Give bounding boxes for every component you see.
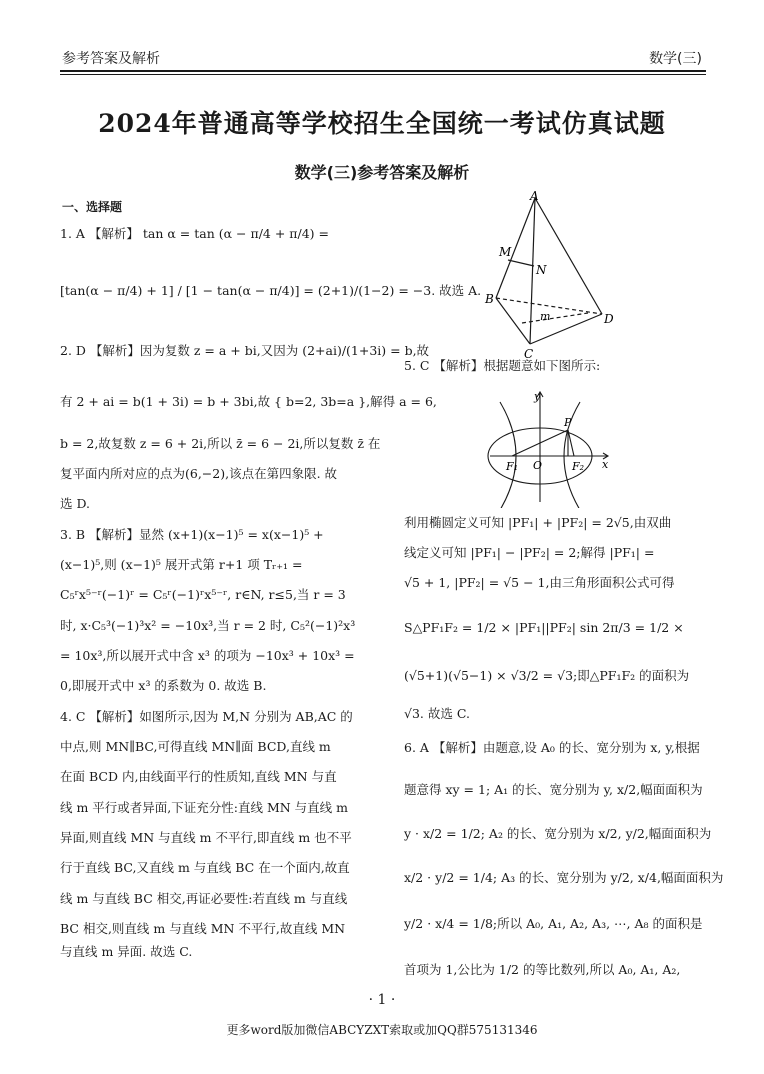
footer-note: 更多word版加微信ABCYZXT索取或加QQ群575131346	[226, 1023, 538, 1037]
left-line: 线 m 与直线 BC 相交,再证必要性:若直线 m 与直线	[60, 891, 348, 906]
right-line: 6. A 【解析】由题意,设 A₀ 的长、宽分别为 x, y,根据	[404, 740, 700, 755]
left-line: 在面 BCD 内,由线面平行的性质知,直线 MN 与直	[60, 769, 337, 784]
point-label-p: P	[564, 416, 572, 429]
left-line: (x−1)⁵,则 (x−1)⁵ 展开式第 r+1 项 Tᵣ₊₁ =	[60, 557, 303, 572]
left-line: 4. C 【解析】如图所示,因为 M,N 分别为 AB,AC 的	[60, 709, 353, 724]
left-line: 有 2 + ai = b(1 + 3i) = b + 3bi,故 { b=2, 3b=a },解得 a = 6,	[60, 394, 437, 409]
left-line: 2. D 【解析】因为复数 z = a + bi,又因为 (2+ai)/(1+3i) = b,故	[60, 343, 430, 358]
left-line: 复平面内所对应的点为(6,−2),该点在第四象限. 故	[60, 466, 338, 481]
left-line: 选 D.	[60, 496, 91, 511]
left-line: C₅ʳx⁵⁻ʳ(−1)ʳ = C₅ʳ(−1)ʳx⁵⁻ʳ, r∈N, r≤5,当 r = 3	[60, 587, 346, 602]
header-rule-thick	[60, 70, 706, 72]
right-line: 5. C 【解析】根据题意如下图所示:	[404, 358, 601, 373]
left-line: 线 m 平行或者异面,下证充分性:直线 MN 与直线 m	[60, 800, 348, 815]
right-line: y · x/2 = 1/2; A₂ 的长、宽分别为 x/2, y/2,幅面面积为	[404, 826, 712, 841]
left-line: BC 相交,则直线 m 与直线 MN 不平行,故直线 MN	[60, 921, 346, 936]
left-line: 0,即展开式中 x³ 的系数为 0. 故选 B.	[60, 678, 267, 693]
left-line: 异面,则直线 MN 与直线 m 不平行,即直线 m 也不平	[60, 830, 352, 845]
right-line: √5 + 1, |PF₂| = √5 − 1,由三角形面积公式可得	[404, 575, 675, 590]
left-line: = 10x³,所以展开式中含 x³ 的项为 −10x³ + 10x³ =	[60, 648, 355, 663]
vertex-label-c: C	[524, 347, 534, 361]
conic-figure	[482, 386, 622, 508]
section-heading: 一、选择题	[62, 200, 123, 214]
vertex-label-d: D	[604, 312, 614, 326]
right-line: S△PF₁F₂ = 1/2 × |PF₁||PF₂| sin 2π/3 = 1/2 ×	[404, 620, 684, 635]
page-title: 2024年普通高等学校招生全国统一考试仿真试题	[98, 109, 666, 138]
left-line: 3. B 【解析】显然 (x+1)(x−1)⁵ = x(x−1)⁵ +	[60, 527, 324, 542]
origin-label: O	[533, 459, 543, 472]
header-left: 参考答案及解析	[62, 51, 160, 67]
right-line: 题意得 xy = 1; A₁ 的长、宽分别为 y, x/2,幅面面积为	[404, 782, 703, 797]
right-line: √3. 故选 C.	[404, 706, 470, 721]
left-line: 中点,则 MN∥BC,可得直线 MN∥面 BCD,直线 m	[60, 739, 331, 754]
right-line: 首项为 1,公比为 1/2 的等比数列,所以 A₀, A₁, A₂,	[404, 962, 681, 977]
focus-label-f1: F₁	[506, 460, 519, 473]
header-right: 数学(三)	[649, 51, 702, 67]
page-number: · 1 ·	[368, 992, 396, 1008]
right-line: x/2 · y/2 = 1/4; A₃ 的长、宽分别为 y/2, x/4,幅面面积为	[404, 870, 724, 885]
left-line: b = 2,故复数 z = 6 + 2i,所以 z̄ = 6 − 2i,所以复数 z̄ 在	[60, 436, 381, 451]
left-line: 时, x·C₅³(−1)³x² = −10x³,当 r = 2 时, C₅²(−1)²x³	[60, 618, 356, 633]
left-line: 1. A 【解析】 tan α = tan (α − π/4 + π/4) =	[60, 226, 329, 241]
right-line: 线定义可知 |PF₁| − |PF₂| = 2;解得 |PF₁| =	[404, 545, 655, 560]
focus-label-f2: F₂	[572, 460, 585, 473]
right-line: 利用椭圆定义可知 |PF₁| + |PF₂| = 2√5,由双曲	[404, 515, 672, 530]
page-subtitle: 数学(三)参考答案及解析	[294, 163, 470, 182]
left-line: 与直线 m 异面. 故选 C.	[60, 944, 193, 959]
left-line: [tan(α − π/4) + 1] / [1 − tan(α − π/4)] = (2+1)/(1−2) = −3. 故选 A.	[60, 283, 482, 298]
vertex-label-b: B	[485, 292, 494, 306]
left-line: 行于直线 BC,又直线 m 与直线 BC 在一个面内,故直	[60, 860, 350, 875]
point-label-m: M	[499, 245, 512, 259]
line-label-m: m	[540, 310, 551, 323]
header-rule-thin	[60, 74, 706, 75]
axis-label-x: x	[602, 458, 609, 471]
tetrahedron-figure	[470, 186, 630, 362]
point-label-n: N	[536, 263, 547, 277]
axis-label-y: y	[534, 390, 541, 403]
vertex-label-a: A	[530, 189, 539, 203]
right-line: (√5+1)(√5−1) × √3/2 = √3;即△PF₁F₂ 的面积为	[404, 668, 690, 683]
right-line: y/2 · x/4 = 1/8;所以 A₀, A₁, A₂, A₃, ⋯, A₈ 的面积是	[404, 916, 703, 931]
